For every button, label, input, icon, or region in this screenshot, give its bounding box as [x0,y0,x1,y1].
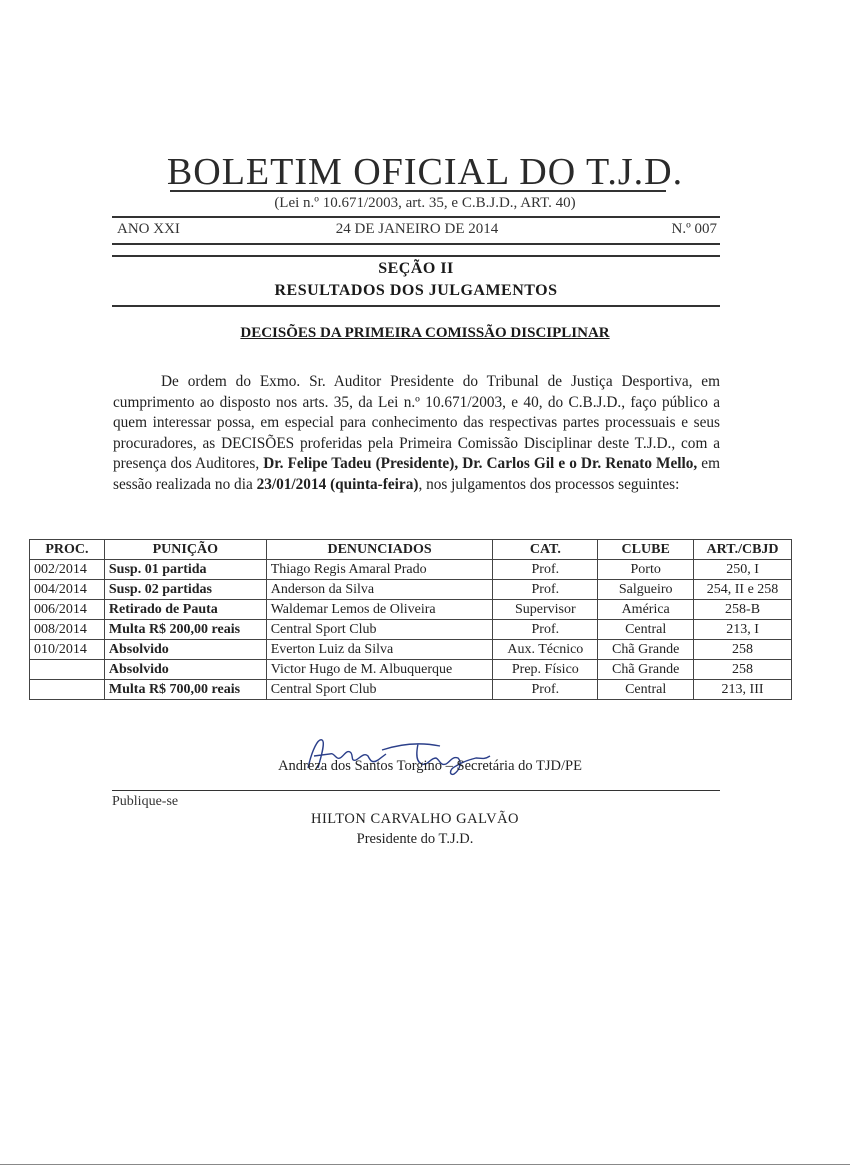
col-cat: CAT. [493,540,598,560]
table-header-row [30,540,792,560]
divider [112,243,720,245]
page-edge-line [0,1164,850,1165]
col-punicao: PUNIÇÃO [104,540,266,560]
results-table [29,539,792,700]
cell-proc [30,660,105,680]
section-number: SEÇÃO II [378,260,454,277]
cell-punicao: Retirado de Pauta [104,600,266,620]
cell-punicao: Absolvido [104,660,266,680]
cell-art: 258-B [694,600,792,620]
cell-clube: Chã Grande [598,640,694,660]
table-row [30,660,792,680]
cell-art: 258 [694,660,792,680]
issue-info-row [117,221,717,241]
secretary-signature-line: Andreza dos Santos Torgino – Secretária do TJD/PE [278,758,582,774]
body-paragraph: De ordem do Exmo. Sr. Auditor Presidente do Tribunal de Justiça Desportiva, em cumprimento ao disposto nos arts. 35, da Lei n.º 10.671/2003, e 40, do C.B.J.D., faço público a quem interessar possa, em especial para conhecimento das respectivas partes processuais e seus procuradores, as DECISÕES proferidas pela Primeira Comissão Disciplinar deste T.J.D., com a presença dos Auditores, Dr. Felipe Tadeu (Presidente), Dr. Carlos Gil e o Dr. Renato Mello, em sessão realizada no dia 23/01/2014 (quinta-feira), nos julgamentos dos processos seguintes: [113,373,720,493]
cell-punicao: Multa R$ 700,00 reais [104,680,266,700]
cell-proc: 004/2014 [30,580,105,600]
publique-label: Publique-se [112,794,179,809]
cell-cat: Prof. [493,560,598,580]
cell-clube: Central [598,680,694,700]
cell-cat: Supervisor [493,600,598,620]
cell-denunciado: Thiago Regis Amaral Prado [266,560,493,580]
cell-cat: Prep. Físico [493,660,598,680]
cell-punicao: Susp. 02 partidas [104,580,266,600]
document-subtitle: (Lei n.º 10.671/2003, art. 35, e C.B.J.D., ART. 40) [274,195,576,211]
cell-denunciado: Central Sport Club [266,680,493,700]
cell-art: 258 [694,640,792,660]
divider [112,790,720,791]
col-proc: PROC. [30,540,105,560]
cell-proc: 010/2014 [30,640,105,660]
divider [112,216,720,218]
cell-proc: 008/2014 [30,620,105,640]
table-row [30,680,792,700]
divider [112,255,720,257]
cell-denunciado: Victor Hugo de M. Albuquerque [266,660,493,680]
cell-clube: Salgueiro [598,580,694,600]
cell-art: 213, I [694,620,792,640]
table-row [30,560,792,580]
issue-year: ANO XXI [117,221,180,237]
cell-cat: Aux. Técnico [493,640,598,660]
cell-clube: Porto [598,560,694,580]
cell-art: 250, I [694,560,792,580]
cell-denunciado: Central Sport Club [266,620,493,640]
cell-punicao: Susp. 01 partida [104,560,266,580]
president-title: Presidente do T.J.D. [356,831,474,847]
decisions-heading: DECISÕES DA PRIMEIRA COMISSÃO DISCIPLINAR [240,325,610,341]
title-underline [170,190,666,192]
issue-number: N.º 007 [671,221,717,237]
cell-cat: Prof. [493,580,598,600]
cell-punicao: Multa R$ 200,00 reais [104,620,266,640]
cell-proc: 006/2014 [30,600,105,620]
cell-clube: Central [598,620,694,640]
cell-art: 213, III [694,680,792,700]
cell-clube: Chã Grande [598,660,694,680]
table-row [30,620,792,640]
section-header [112,258,720,304]
document-title: BOLETIM OFICIAL DO T.J.D. [166,151,684,193]
cell-denunciado: Everton Luiz da Silva [266,640,493,660]
cell-cat: Prof. [493,620,598,640]
table-row [30,580,792,600]
cell-clube: América [598,600,694,620]
cell-punicao: Absolvido [104,640,266,660]
auditors-names: Dr. Felipe Tadeu (Presidente), Dr. Carlos Gil e o Dr. Renato Mello, [263,455,698,472]
cell-art: 254, II e 258 [694,580,792,600]
cell-proc [30,680,105,700]
cell-denunciado: Waldemar Lemos de Oliveira [266,600,493,620]
president-name: HILTON CARVALHO GALVÃO [310,811,520,827]
divider [112,305,720,307]
cell-cat: Prof. [493,680,598,700]
table-row [30,600,792,620]
session-date: 23/01/2014 (quinta-feira) [256,475,419,493]
table-row [30,640,792,660]
section-title: RESULTADOS DOS JULGAMENTOS [274,282,558,299]
col-denunciados: DENUNCIADOS [266,540,493,560]
issue-date: 24 DE JANEIRO DE 2014 [335,221,499,237]
col-clube: CLUBE [598,540,694,560]
col-art: ART./CBJD [694,540,792,560]
cell-denunciado: Anderson da Silva [266,580,493,600]
cell-proc: 002/2014 [30,560,105,580]
